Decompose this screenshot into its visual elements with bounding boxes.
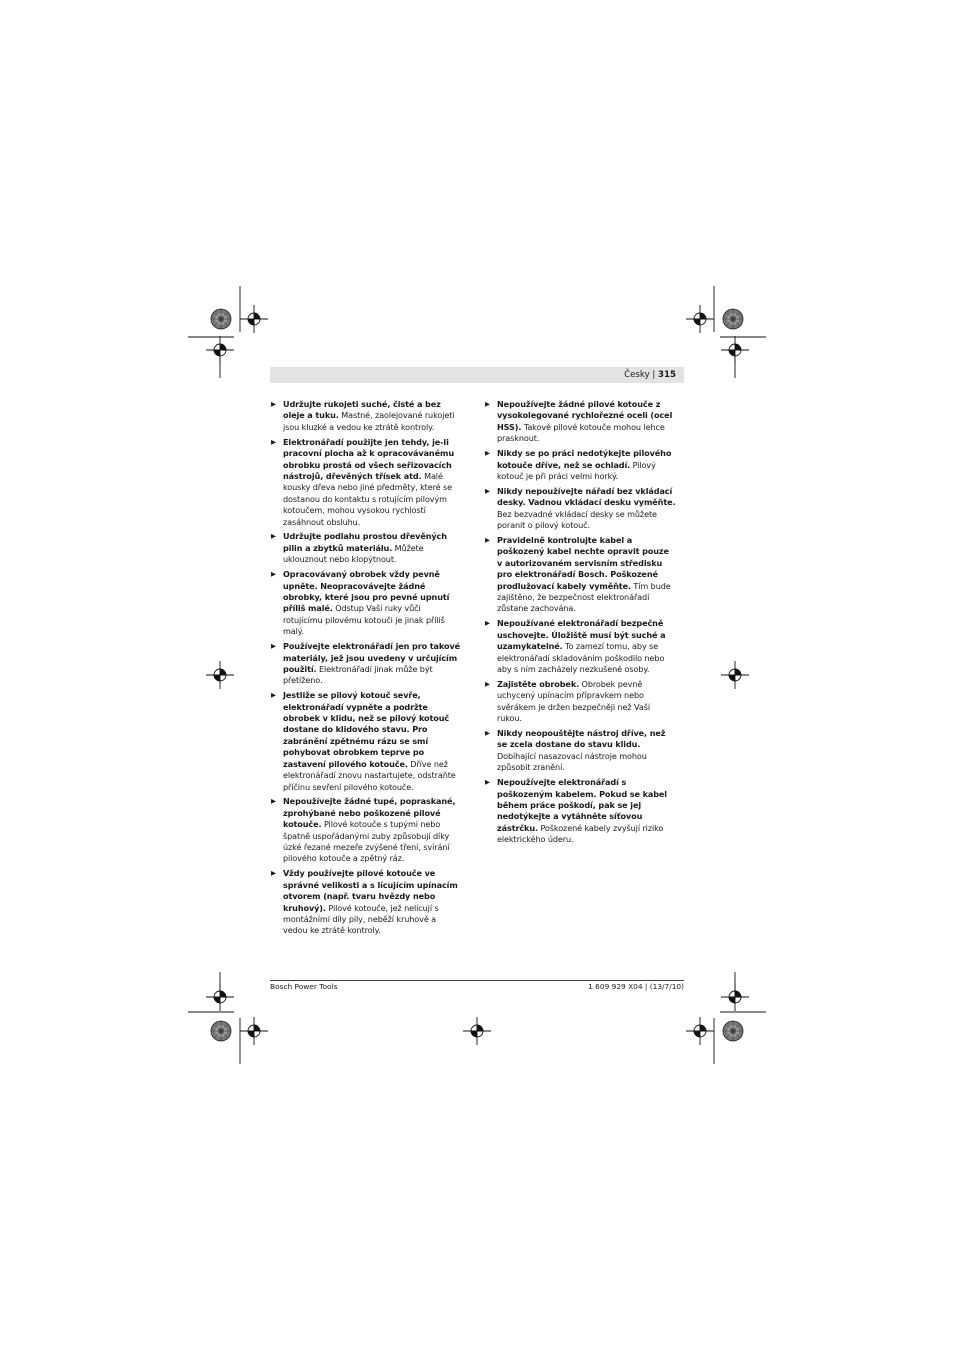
instruction-explanation: Pilové kotouče, jež nelícují s montážními díly pily, neběží kruhově a vedou ke ztrátě kontroly.: [283, 902, 439, 936]
instruction-heading: Nepoužívejte žádné tupé, popraskané, zprohýbané nebo poškozené pilové kotouče.: [283, 796, 456, 830]
bullet-triangle-icon: ▶: [485, 728, 490, 737]
safety-instruction-item: [270, 399, 462, 433]
instruction-explanation: Pilový kotouč je při práci velmi horký.: [497, 459, 656, 481]
instruction-explanation: To zamezí tomu, aby se elektronářadí skladováním poškodilo nebo aby s ním zacházely nezkušené osoby.: [497, 641, 665, 674]
instruction-explanation: Bez bezvadné vkládací desky se můžete poranit o pilový kotouč.: [497, 508, 657, 531]
instruction-explanation: Elektronářadí jinak může být přetíženo.: [283, 663, 433, 686]
instruction-heading: Udržujte podlahu prostou dřevěných pilin a zbytků materiálu.: [283, 531, 447, 553]
safety-instruction-item: [270, 690, 462, 793]
instruction-heading: Používejte elektronářadí jen pro takové materiály, jež jsou uvedeny v určujícím použití.: [283, 641, 461, 674]
instruction-heading: Zajistěte obrobek.: [497, 678, 580, 689]
footer-doc-code: 1 609 929 X04 | (13/7/10): [588, 982, 684, 991]
safety-instruction-item: [484, 777, 676, 845]
instruction-explanation: Dobíhající nasazovací nástroje mohou způsobit zranění.: [497, 750, 647, 773]
instruction-heading: Nepoužívejte žádné pilové kotouče z vysokolegované rychlořezné oceli (ocel HSS).: [497, 399, 673, 432]
bullet-triangle-icon: ▶: [271, 869, 276, 878]
safety-instruction-item: [484, 679, 676, 725]
bullet-triangle-icon: ▶: [271, 691, 276, 700]
safety-instruction-item: [484, 448, 676, 482]
instruction-explanation: Takové pilové kotouče mohou lehce prasknout.: [497, 421, 665, 444]
safety-instruction-item: [270, 531, 462, 565]
instruction-heading: Jestliže se pilový kotouč sevře, elektronářadí vypněte a podržte obrobek v klidu, než se pilový kotouč dostane do klidového stavu. Pro zabránění zpětnému rázu se smí pohybovat obrobkem teprve po zastavení pilového kotouče.: [283, 690, 450, 769]
right-column: [484, 399, 676, 849]
instruction-explanation: Mastné, zaolejované rukojeti jsou kluzké a vedou ke ztrátě kontroly.: [283, 410, 455, 432]
page-number: 315: [658, 370, 676, 380]
safety-instruction-item: [484, 399, 676, 445]
bullet-triangle-icon: ▶: [271, 570, 276, 579]
safety-instruction-item: [484, 728, 676, 774]
bullet-triangle-icon: ▶: [271, 642, 276, 651]
bullet-triangle-icon: ▶: [485, 619, 490, 628]
bullet-triangle-icon: ▶: [271, 437, 276, 446]
bullet-triangle-icon: ▶: [271, 400, 276, 408]
safety-instruction-item: [484, 618, 676, 675]
left-column: [270, 399, 462, 940]
instruction-heading: Pravidelně kontrolujte kabel a poškozený kabel nechte opravit pouze v autorizovaném servisním středisku pro elektronářadí Bosch. Poškozené prodlužovací kabely vyměňte.: [497, 534, 669, 591]
instruction-heading: Opracovávaný obrobek vždy pevně upněte. Neopracovávejte žádné obrobky, které jsou pro pevné upnutí příliš malé.: [283, 569, 450, 614]
safety-instruction-item: [484, 535, 676, 615]
instruction-heading: Nikdy se po práci nedotýkejte pilového kotouče dříve, než se ochladí.: [497, 448, 672, 470]
header-text: [624, 369, 676, 381]
bullet-triangle-icon: ▶: [271, 532, 276, 541]
header-separator: |: [652, 370, 656, 380]
instruction-explanation: Poškozené kabely zvyšují riziko elektrického úderu.: [497, 822, 664, 845]
bullet-triangle-icon: ▶: [485, 449, 490, 458]
safety-instruction-item: [270, 569, 462, 637]
instruction-explanation: Malé kousky dřeva nebo jiné předměty, které se dostanou do kontaktu s rotujícím pilovým kotoučem, mohou vysokou rychlostí zasáhnout obsluhu.: [283, 470, 453, 527]
instruction-heading: Nikdy nepoužívejte nářadí bez vkládací desky. Vadnou vkládací desku vyměňte.: [497, 485, 676, 508]
safety-instruction-item: [484, 486, 676, 532]
instruction-explanation: Obrobek pevně uchycený upínacím přípravkem nebo svěrákem je držen bezpečněji než Vaší rukou.: [497, 678, 650, 724]
instruction-explanation: Dříve než elektronářadí znovu nastartujete, odstraňte příčinu sevření pilového kotouče.: [283, 758, 456, 792]
instruction-heading: Nepoužívejte elektronářadí s poškozeným kabelem. Pokud se kabel během práce poškodí, pak se jej nedotýkejte a vytáhněte síťovou zástrčku.: [497, 777, 667, 833]
safety-instruction-item: [270, 796, 462, 864]
bullet-triangle-icon: ▶: [485, 679, 490, 688]
page-header: [270, 367, 684, 383]
bullet-triangle-icon: ▶: [271, 797, 276, 806]
footer-rule: [270, 980, 684, 981]
instruction-explanation: Můžete uklouznout nebo klopýtnout.: [283, 542, 424, 565]
footer-brand: Bosch Power Tools: [270, 982, 338, 991]
header-language: Česky: [624, 370, 650, 380]
instruction-explanation: Pilové kotouče s tupými nebo špatně uspořádanými zuby způsobují díky úzké řezané mezeře zvýšené tření, svírání pilového kotouče a zpětný ráz.: [283, 819, 450, 864]
instruction-heading: Nepoužívané elektronářadí bezpečně uschovejte. Úložiště musí být suché a uzamykatelné.: [497, 618, 666, 652]
instruction-explanation: Odstup Vaší ruky vůči rotujícímu pilovému kotouči je jinak příliš malý.: [283, 603, 445, 637]
safety-instruction-item: [270, 437, 462, 528]
instruction-heading: Vždy používejte pilové kotouče ve správné velikosti a s lícujícím upínacím otvorem (např. tvaru hvězdy nebo kruhový).: [283, 868, 458, 913]
safety-instruction-item: [270, 868, 462, 936]
instruction-heading: Nikdy neopouštějte nástroj dříve, než se zcela dostane do stavu klidu.: [497, 727, 666, 750]
instruction-explanation: Tím bude zajištěno, že bezpečnost elektronářadí zůstane zachována.: [497, 580, 671, 614]
bullet-triangle-icon: ▶: [485, 486, 490, 495]
instruction-heading: Udržujte rukojeti suché, čisté a bez oleje a tuku.: [283, 399, 441, 421]
bullet-triangle-icon: ▶: [485, 535, 490, 544]
instruction-heading: Elektronářadí použijte jen tehdy, je-li pracovní plocha až k opracovávanému obrobku prostá od všech seřizovacích nástrojů, dřevěných třísek atd.: [283, 436, 454, 481]
bullet-triangle-icon: ▶: [485, 778, 490, 787]
bullet-triangle-icon: ▶: [485, 400, 490, 408]
safety-instruction-item: [270, 641, 462, 687]
